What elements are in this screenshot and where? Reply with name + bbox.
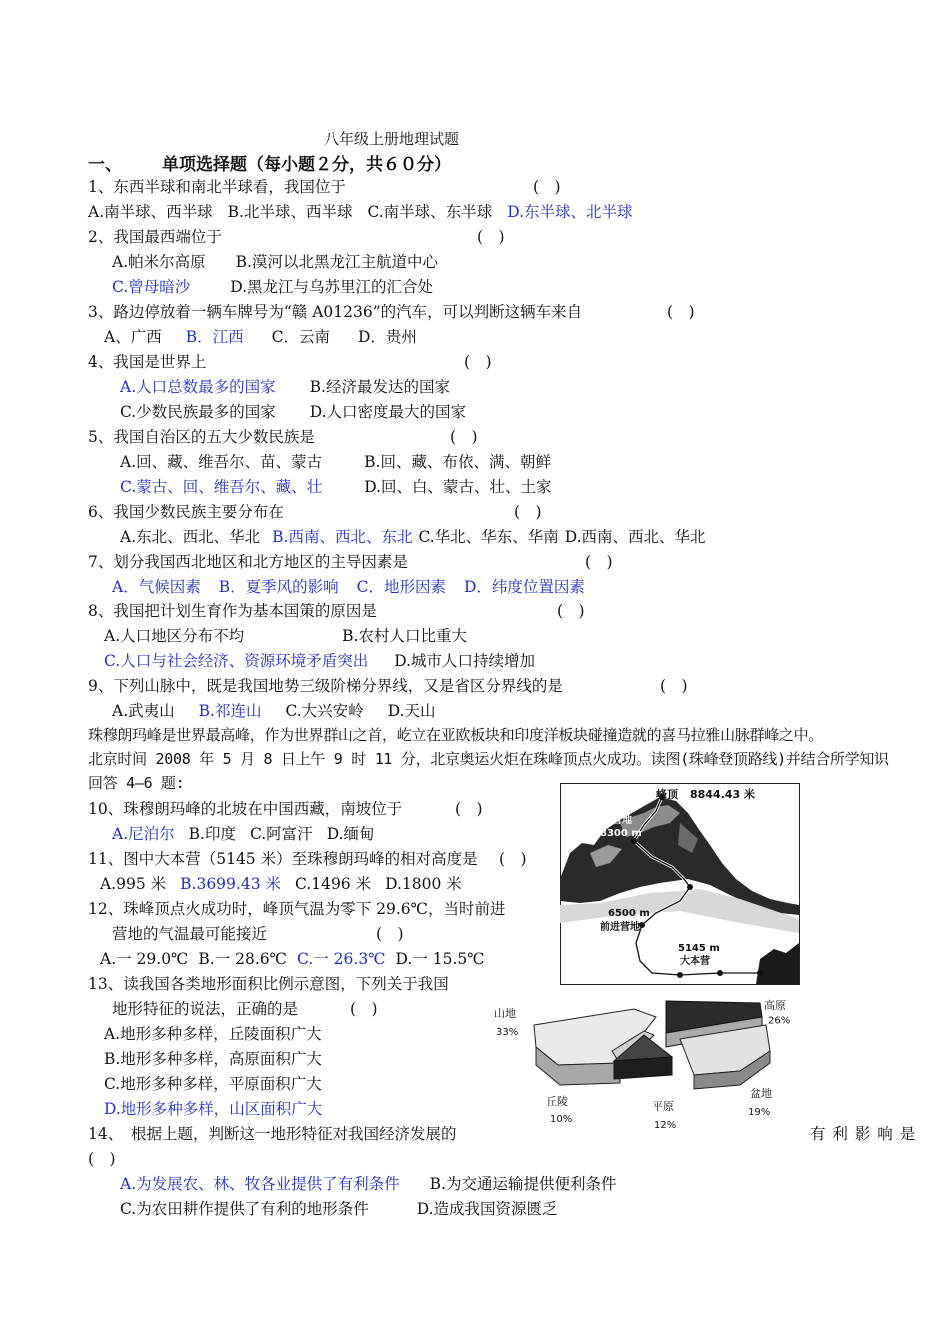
option-d[interactable]: D.人口密度最大的国家 — [309, 403, 467, 421]
page-title: 八年级上册地理试题 — [324, 130, 460, 148]
question-5-stem: 5、我国自治区的五大少数民族是 — [88, 428, 315, 446]
option-b[interactable]: B.地形多种多样，高原面积广大 — [104, 1050, 322, 1068]
question-9-stem: 9、下列山脉中，既是我国地势三级阶梯分界线，又是省区分界线的是 — [88, 677, 563, 695]
hill-label: 丘陵 — [546, 1095, 568, 1108]
option-c[interactable]: C.南半球、东半球 — [367, 203, 493, 221]
question-4-options-row1 — [120, 377, 450, 397]
question-7-answer-blank[interactable]: ( ) — [585, 553, 613, 571]
option-b[interactable]: B.印度 — [188, 825, 236, 843]
option-b[interactable]: B.回、藏、布依、满、朝鲜 — [364, 453, 551, 471]
everest-route-figure — [560, 783, 800, 985]
option-c[interactable]: C.阿富汗 — [249, 825, 313, 843]
option-c[interactable]: C.人口与社会经济、资源环境矛盾突出 — [104, 652, 369, 670]
question-2-answer-blank[interactable]: ( ) — [477, 228, 505, 246]
question-8-options-row2 — [104, 651, 535, 671]
option-d[interactable]: D.地形多种多样，山区面积广大 — [104, 1100, 323, 1118]
plateau-label: 高原 — [764, 999, 786, 1012]
option-a[interactable]: A.为发展农、林、牧各业提供了有利条件 — [120, 1175, 400, 1193]
option-b[interactable]: B.经济最发达的国家 — [309, 378, 450, 396]
option-a[interactable]: A.一 29.0℃ — [100, 950, 189, 968]
option-b[interactable]: B．江西 — [185, 328, 244, 346]
question-3-answer-blank[interactable]: ( ) — [667, 303, 695, 321]
option-c[interactable]: C.1496 米 — [294, 875, 372, 893]
option-c[interactable]: C．地形因素 — [356, 578, 446, 596]
north-col-label: 北坳 — [660, 883, 680, 894]
option-c[interactable]: C.大兴安岭 — [285, 702, 364, 720]
option-d[interactable]: D.东半球、北半球 — [507, 203, 633, 221]
option-b[interactable]: B.农村人口比重大 — [342, 627, 467, 645]
option-a[interactable]: A.人口地区分布不均 — [104, 627, 245, 645]
option-d[interactable]: D．贵州 — [357, 328, 417, 346]
question-3-options — [104, 327, 417, 347]
plateau-percent: 26% — [768, 1015, 791, 1027]
question-2-options-row1 — [112, 252, 438, 272]
question-2-options-row2 — [112, 277, 433, 297]
question-14-options-row1 — [120, 1174, 616, 1194]
section-text: 单项选择题（每小题２分，共６０分） — [162, 155, 451, 175]
option-d[interactable]: D.西南、西北、华北 — [564, 528, 706, 546]
basin-percent: 19% — [748, 1107, 771, 1118]
assault-camp-altitude: 8300 m — [600, 828, 642, 839]
question-1-stem: 1、东西半球和南北半球看，我国位于 — [88, 178, 346, 196]
route-marker — [757, 970, 763, 976]
option-a[interactable]: A.回、藏、维吾尔、苗、蒙古 — [120, 453, 323, 471]
passage-line-1: 珠穆朗玛峰是世界最高峰，作为世界群山之首，屹立在亚欧板块和印度洋板块碰撞造就的喜马拉雅山脉群峰之中。 — [88, 726, 824, 744]
question-5-options-row1 — [120, 452, 551, 472]
question-6-answer-blank[interactable]: ( ) — [514, 503, 542, 521]
slice-plain-side — [614, 1057, 672, 1079]
question-4-stem: 4、我国是世界上 — [88, 353, 207, 371]
question-9-answer-blank[interactable]: ( ) — [660, 677, 688, 695]
option-d[interactable]: D．纬度位置因素 — [463, 578, 585, 596]
option-a[interactable]: A.995 米 — [100, 875, 167, 893]
option-c[interactable]: C.地形多种多样，平原面积广大 — [104, 1075, 322, 1093]
question-14-answer-blank[interactable]: ( ) — [88, 1150, 116, 1168]
question-11-answer-blank[interactable]: ( ) — [499, 850, 527, 868]
option-b[interactable]: B.3699.43 米 — [180, 875, 281, 893]
option-d[interactable]: D.造成我国资源匮乏 — [416, 1200, 558, 1218]
question-10-stem: 10、珠穆朗玛峰的北坡在中国西藏，南坡位于 — [88, 800, 403, 818]
option-a[interactable]: A.南半球、西半球 — [88, 203, 213, 221]
plain-label: 平原 — [652, 1100, 674, 1113]
option-d[interactable]: D.缅甸 — [326, 825, 375, 843]
question-12-answer-blank[interactable]: ( ) — [376, 925, 404, 943]
everest-route-image — [560, 783, 800, 985]
question-11-stem: 11、图中大本营（5145 米）至珠穆朗玛峰的相对高度是 — [88, 850, 478, 868]
question-3-stem: 3、路边停放着一辆车牌号为“赣 A01236”的汽车，可以判断这辆车来自 — [88, 303, 583, 321]
option-b[interactable]: B.为交通运输提供便利条件 — [429, 1175, 617, 1193]
question-5-options-row2 — [120, 477, 552, 497]
option-d[interactable]: D.1800 米 — [385, 875, 462, 893]
option-d[interactable]: D.一 15.5℃ — [395, 950, 485, 968]
section-number: 一、 — [88, 155, 122, 175]
question-14-stem: 14、 根据上题，判断这一地形特征对我国经济发展的 — [88, 1125, 457, 1143]
option-b[interactable]: B.北半球、西半球 — [227, 203, 353, 221]
question-10-options — [112, 824, 375, 844]
option-c[interactable]: C．云南 — [271, 328, 330, 346]
question-12-options — [100, 949, 485, 969]
question-1-answer-blank[interactable]: ( ) — [533, 178, 561, 196]
question-13-stem: 13、读我国各类地形面积比例示意图，下列关于我国 — [88, 975, 449, 993]
question-4-answer-blank[interactable]: ( ) — [464, 353, 492, 371]
option-b[interactable]: B．夏季风的影响 — [218, 578, 339, 596]
mountain-label: 山地 — [494, 1007, 516, 1020]
question-7-options — [112, 577, 585, 597]
option-a[interactable]: A．气候因素 — [112, 578, 201, 596]
question-2-stem: 2、我国最西端位于 — [88, 228, 222, 246]
base-camp-marker — [677, 972, 683, 978]
question-12-stem: 12、珠峰顶点火成功时，峰顶气温为零下 29.6℃，当时前进 — [88, 900, 506, 918]
question-8-answer-blank[interactable]: ( ) — [557, 602, 585, 620]
question-7-stem: 7、划分我国西北地区和北方地区的主导因素是 — [88, 553, 408, 571]
option-b[interactable]: B.一 28.6℃ — [198, 950, 288, 968]
option-a[interactable]: A.帕米尔高原 — [112, 253, 206, 271]
option-c[interactable]: C.一 26.3℃ — [297, 950, 386, 968]
option-b[interactable]: B.祁连山 — [198, 702, 262, 720]
option-d[interactable]: D.天山 — [387, 702, 436, 720]
terrain-pie-chart — [494, 995, 812, 1130]
terrain-proportion-figure — [494, 995, 812, 1130]
advance-camp-label: 前进营地 — [600, 922, 640, 933]
question-1-options — [88, 202, 633, 222]
option-c[interactable]: C.少数民族最多的国家 — [120, 403, 276, 421]
passage-line-3: 回答 4—6 题: — [88, 774, 185, 792]
option-a[interactable]: A.地形多种多样，丘陵面积广大 — [104, 1025, 322, 1043]
option-c[interactable]: C.为农田耕作提供了有利的地形条件 — [120, 1200, 369, 1218]
basin-label: 盆地 — [750, 1087, 772, 1100]
option-a[interactable]: A、广西 — [104, 328, 162, 346]
option-d[interactable]: D.回、白、蒙古、壮、土家 — [364, 478, 552, 496]
question-8-stem: 8、我国把计划生育作为基本国策的原因是 — [88, 602, 377, 620]
question-10-answer-blank[interactable]: ( ) — [455, 800, 483, 818]
question-11-options — [100, 874, 462, 894]
question-6-stem: 6、我国少数民族主要分布在 — [88, 503, 284, 521]
question-13-answer-blank[interactable]: ( ) — [350, 1000, 378, 1018]
hill-percent: 10% — [550, 1114, 573, 1125]
option-a[interactable]: A.尼泊尔 — [112, 825, 175, 843]
question-5-answer-blank[interactable]: ( ) — [450, 428, 478, 446]
question-14-stem-tail: 有 利 影 响 是 — [810, 1125, 917, 1143]
option-a[interactable]: A.武夷山 — [112, 702, 175, 720]
plain-percent: 12% — [654, 1120, 677, 1130]
base-camp-altitude: 5145 m — [678, 943, 720, 954]
question-4-options-row2 — [120, 402, 466, 422]
base-camp-label: 大本营 — [680, 956, 710, 967]
question-12-stem-cont: 营地的气温最可能接近 — [112, 925, 268, 943]
option-d[interactable]: D.黑龙江与乌苏里江的汇合处 — [230, 278, 434, 296]
mountain-percent: 33% — [496, 1027, 519, 1038]
north-col-marker — [687, 884, 693, 890]
peak-altitude-label: 8844.43 米 — [690, 788, 755, 801]
option-c[interactable]: C.蒙古、回、维吾尔、藏、壮 — [120, 478, 323, 496]
option-b[interactable]: B.漠河以北黑龙江主航道中心 — [235, 253, 438, 271]
section-heading — [88, 150, 451, 175]
option-a[interactable]: A.人口总数最多的国家 — [120, 378, 276, 396]
passage-line-2: 北京时间 2008 年 5 月 8 日上午 9 时 11 分，北京奥运火炬在珠峰顶点火成功。读图(珠峰登顶路线)并结合所学知识 — [88, 750, 889, 768]
option-a[interactable]: A.东北、西北、华北 — [120, 528, 261, 546]
question-8-options-row1 — [104, 626, 467, 646]
option-d[interactable]: D.城市人口持续增加 — [394, 652, 536, 670]
question-13-stem-cont: 地形特征的说法，正确的是 — [112, 1000, 299, 1018]
question-6-options — [120, 527, 706, 547]
peak-label: 峰顶 — [656, 788, 678, 801]
question-9-options — [112, 701, 436, 721]
option-c[interactable]: C.华北、华东、华南 — [418, 528, 559, 546]
option-b[interactable]: B.西南、西北、东北 — [272, 528, 413, 546]
advance-camp-altitude: 6500 m — [608, 908, 650, 919]
assault-camp-label: 突击营地 — [592, 815, 632, 826]
question-14-options-row2 — [120, 1199, 558, 1219]
route-marker — [717, 970, 723, 976]
option-c[interactable]: C.曾母暗沙 — [112, 278, 191, 296]
